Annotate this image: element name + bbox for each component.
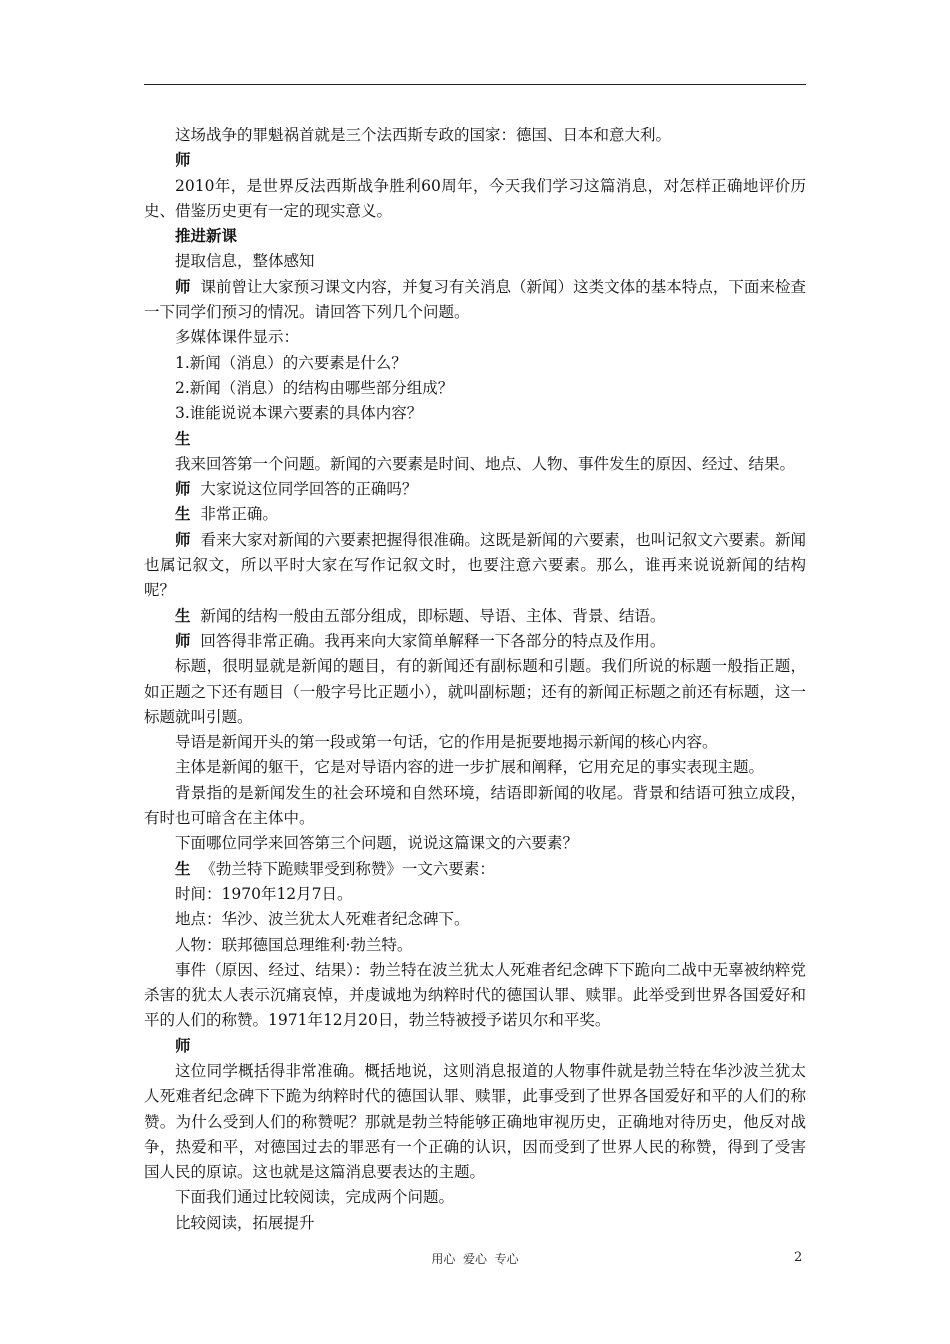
paragraph-text: 事件（原因、经过、结果）：勃兰特在波兰犹太人死难者纪念碑下下跪向二战中无辜被纳粹党杀害的犹太人表示沉痛哀悼，并虔诚地为纳粹时代的德国认罪、赎罪。此举受到世界各国爱好和平的人们的称赞。1971年12月20日，勃兰特被授予诺贝尔和平奖。 (144, 960, 806, 1030)
paragraph (144, 958, 806, 1034)
paragraph-text: 下面哪位同学来回答第三个问题，说说这篇课文的六要素？ (175, 834, 579, 853)
paragraph (144, 933, 806, 958)
paragraph (144, 123, 806, 148)
paragraph-text: 《勃兰特下跪赎罪受到称赞》一文六要素： (200, 859, 495, 878)
paragraph (144, 174, 806, 225)
speaker-label: 师 (175, 1036, 191, 1055)
paragraph-text: 比较阅读，拓展提升 (175, 1213, 315, 1232)
speaker-label: 推进新课 (175, 227, 238, 246)
paragraph (144, 1034, 806, 1059)
paragraph-text: 1.新闻（消息）的六要素是什么？ (175, 353, 407, 372)
paragraph (144, 831, 806, 856)
page-number: 2 (794, 1250, 803, 1265)
paragraph (144, 604, 806, 629)
page-footer (0, 1250, 950, 1270)
paragraph (144, 376, 806, 401)
speaker-label: 师 (175, 277, 191, 296)
paragraph-text: 下面我们通过比较阅读，完成两个问题。 (175, 1188, 455, 1207)
speaker-label: 师 (175, 530, 191, 549)
paragraph-text: 时间：1970年12月7日。 (175, 884, 353, 903)
paragraph-text: 我来回答第一个问题。新闻的六要素是时间、地点、人物、事件发生的原因、经过、结果。 (175, 454, 796, 473)
paragraph-text: 课前曾让大家预习课文内容，并复习有关消息（新闻）这类文体的基本特点，下面来检查一下同学们预习的情况。请回答下列几个问题。 (144, 277, 806, 322)
paragraph (144, 730, 806, 755)
footer-motto: 用心 爱心 专心 (431, 1252, 519, 1266)
paragraph-text: 导语是新闻开头的第一段或第一句话，它的作用是扼要地揭示新闻的核心内容。 (175, 733, 718, 752)
paragraph-text: 地点：华沙、波兰犹太人死难者纪念碑下。 (175, 910, 470, 929)
paragraph (144, 401, 806, 426)
paragraph (144, 907, 806, 932)
paragraph (144, 1185, 806, 1210)
paragraph (144, 452, 806, 477)
paragraph (144, 857, 806, 882)
paragraph (144, 224, 806, 249)
speaker-label: 生 (175, 505, 191, 524)
speaker-label: 师 (175, 480, 191, 499)
paragraph-text: 回答得非常正确。我再来向大家简单解释一下各部分的特点及作用。 (200, 631, 666, 650)
paragraph (144, 275, 806, 326)
paragraph (144, 654, 806, 730)
paragraph (144, 1059, 806, 1185)
paragraph-text: 这场战争的罪魁祸首就是三个法西斯专政的国家：德国、日本和意大利。 (175, 126, 672, 144)
paragraph (144, 528, 806, 604)
paragraph (144, 325, 806, 350)
paragraph-text: 看来大家对新闻的六要素把握得很准确。这既是新闻的六要素，也叫记叙文六要素。新闻也属记叙文，所以平时大家在写作记叙文时，也要注意六要素。那么，谁再来说说新闻的结构呢？ (144, 530, 806, 600)
paragraph-text: 提取信息，整体感知 (175, 252, 315, 271)
speaker-label: 生 (175, 859, 191, 878)
paragraph-text: 2010年，是世界反法西斯战争胜利60周年，今天我们学习这篇消息，对怎样正确地评价历史、借鉴历史更有一定的现实意义。 (144, 176, 806, 220)
paragraph-text: 大家说这位同学回答的正确吗？ (200, 480, 418, 499)
speaker-label: 师 (175, 151, 191, 170)
paragraph (144, 351, 806, 376)
paragraph-text: 多媒体课件显示： (175, 328, 300, 347)
document-body (144, 123, 806, 1236)
speaker-label: 生 (175, 606, 191, 625)
paragraph (144, 502, 806, 527)
speaker-label: 生 (175, 429, 191, 448)
paragraph (144, 882, 806, 907)
paragraph-text: 2.新闻（消息）的结构由哪些部分组成？ (175, 378, 454, 397)
paragraph-text: 主体是新闻的躯干，它是对导语内容的进一步扩展和阐释，它用充足的事实表现主题。 (175, 758, 765, 777)
paragraph (144, 1211, 806, 1236)
paragraph-text: 3.谁能说说本课六要素的具体内容？ (175, 404, 423, 423)
paragraph (144, 629, 806, 654)
paragraph-text: 人物：联邦德国总理维利·勃兰特。 (175, 935, 413, 954)
header-rule (144, 84, 806, 85)
paragraph (144, 148, 806, 173)
paragraph-text: 背景指的是新闻发生的社会环境和自然环境，结语即新闻的收尾。背景和结语可独立成段，有时也可暗含在主体中。 (144, 783, 806, 828)
paragraph-text: 新闻的结构一般由五部分组成，即标题、导语、主体、背景、结语。 (200, 606, 666, 625)
paragraph (144, 427, 806, 452)
paragraph (144, 755, 806, 780)
paragraph (144, 249, 806, 274)
paragraph-text: 这位同学概括得非常准确。概括地说，这则消息报道的人物事件就是勃兰特在华沙波兰犹太人死难者纪念碑下下跪为纳粹时代的德国认罪、赎罪，此事受到了世界各国爱好和平的人们的称赞。为什么受到人们的称赞呢？那就是勃兰特能够正确地审视历史，正确地对待历史，他反对战争，热爱和平，对德国过去的罪恶有一个正确的认识，因而受到了世界人民的称赞，得到了受害国人民的原谅。这也就是这篇消息要表达的主题。 (144, 1061, 806, 1182)
paragraph (144, 781, 806, 832)
paragraph-text: 标题，很明显就是新闻的题目，有的新闻还有副标题和引题。我们所说的标题一般指正题，如正题之下还有题目（一般字号比正题小），就叫副标题；还有的新闻正标题之前还有标题，这一标题就叫引题。 (144, 657, 806, 726)
paragraph (144, 477, 806, 502)
paragraph-text: 非常正确。 (200, 505, 278, 524)
speaker-label: 师 (175, 631, 191, 650)
